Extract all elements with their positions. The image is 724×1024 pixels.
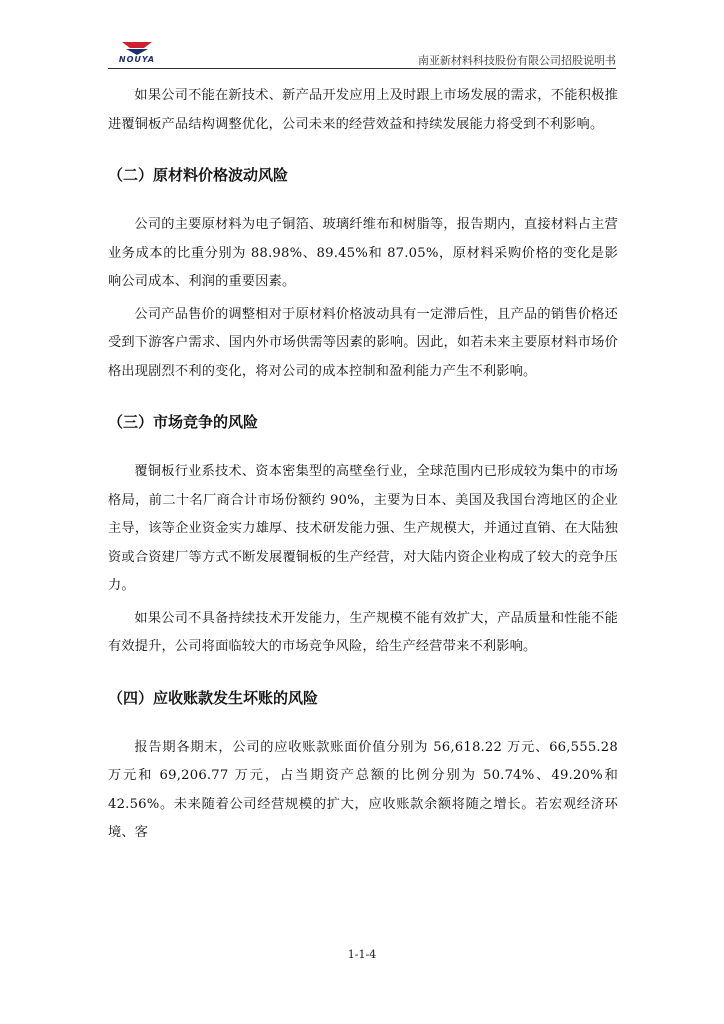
- paragraph-receivables: 报告期各期末，公司的应收账款账面价值分别为 56,618.22 万元、66,555.28 万元和 69,206.77 万元，占当期资产总额的比例分别为 50.74%、49.20%和 42.56%。未来随着公司经营规模的扩大，应收账款余额将随之增长。若宏观经济环境、客: [108, 739, 618, 840]
- logo-mark-icon: [122, 42, 152, 56]
- logo-text: NOUYA: [118, 55, 156, 64]
- section-heading-competition-risk: （三）市场竞争的风险: [108, 413, 259, 431]
- paragraph-raw-materials: 公司的主要原材料为电子铜箔、玻璃纤维布和树脂等，报告期内，直接材料占主营业务成本的比重分别为 88.98%、89.45%和 87.05%，原材料采购价格的变化是影响公司成本、利润的重要因素。: [108, 217, 618, 289]
- company-logo: [110, 42, 166, 66]
- paragraph-price-lag: 公司产品售价的调整相对于原材料价格波动具有一定滞后性，且产品的销售价格还受到下游客户需求、国内外市场供需等因素的影响。因此，如若未来主要原材料市场价格出现剧烈不利的变化，将对公司的成本控制和盈利能力产生不利影响。: [108, 306, 618, 379]
- paragraph-market-structure: 覆铜板行业系技术、资本密集型的高壁垒行业，全球范围内已形成较为集中的市场格局，前二十名厂商合计市场份额约 90%，主要为日本、美国及我国台湾地区的企业主导，该等企业资金实力雄厚、技术研发能力强、生产规模大，并通过直销、在大陆独资或合资建厂等方式不断发展覆铜板的生产经营，对大陆内资企业构成了较大的竞争压力。: [108, 464, 618, 593]
- paragraph-technology-risk: 如果公司不能在新技术、新产品开发应用上及时跟上市场发展的需求，不能积极推进覆铜板产品结构调整优化，公司未来的经营效益和持续发展能力将受到不利影响。: [108, 88, 618, 132]
- section-heading-raw-material-risk: （二）原材料价格波动风险: [108, 166, 289, 184]
- section-heading-receivables-risk: （四）应收账款发生坏账的风险: [108, 688, 319, 707]
- page-body: [108, 82, 618, 848]
- document-title: 南亚新材料科技股份有限公司招股说明书: [418, 54, 616, 67]
- paragraph-competition-impact: 如果公司不具备持续技术开发能力，生产规模不能有效扩大，产品质量和性能不能有效提升，公司将面临较大的市场竞争风险，给生产经营带来不利影响。: [108, 610, 618, 654]
- page-number: 1-1-4: [347, 948, 377, 961]
- page-header: [108, 40, 616, 69]
